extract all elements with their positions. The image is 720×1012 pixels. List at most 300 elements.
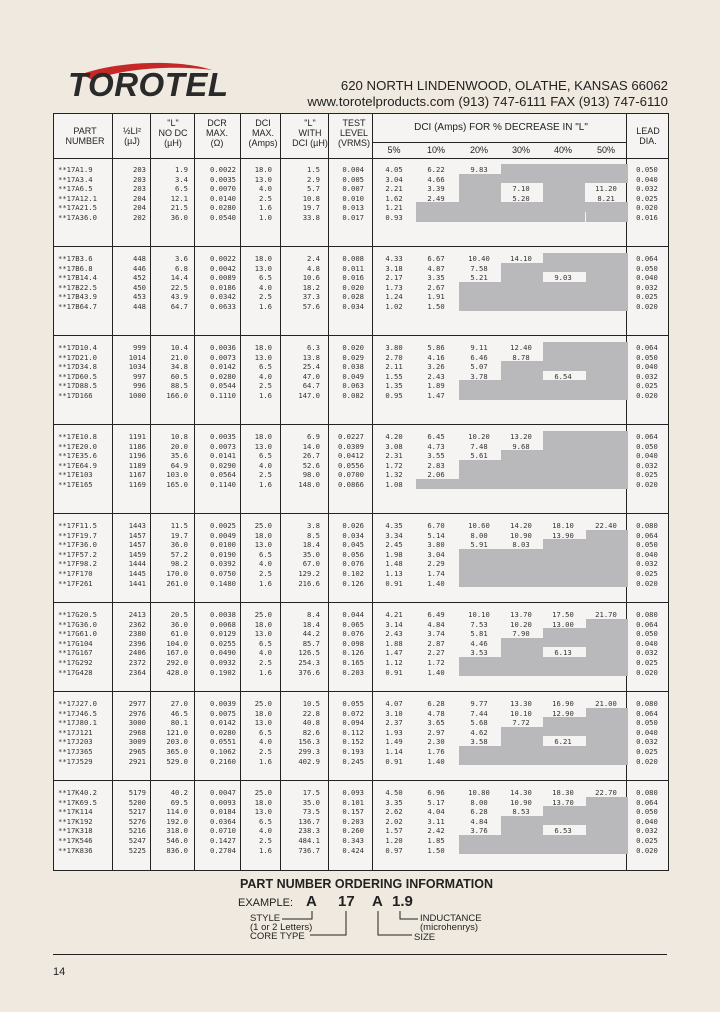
cell-part: **17F261 bbox=[58, 578, 93, 588]
header-rule bbox=[54, 158, 668, 159]
cell-lnodc: 21.5 bbox=[170, 203, 188, 213]
cell-test: 0.044 bbox=[342, 610, 364, 619]
cell-part: **17D10.4 bbox=[58, 343, 97, 352]
cell-test: 0.152 bbox=[342, 737, 364, 747]
cell-test: 0.063 bbox=[342, 381, 364, 391]
table-row bbox=[54, 699, 668, 709]
cell-p20: 10.20 bbox=[468, 432, 490, 441]
cell-p30: 14.30 bbox=[510, 788, 532, 797]
cell-lwith: 35.0 bbox=[302, 549, 320, 559]
cell-dcr: 0.0184 bbox=[210, 807, 236, 817]
cell-li2: 203 bbox=[133, 165, 146, 174]
cell-lead: 0.040 bbox=[636, 451, 658, 461]
cell-p10: 3.04 bbox=[427, 549, 445, 559]
cell-test: 0.049 bbox=[342, 371, 364, 381]
cell-li2: 996 bbox=[133, 381, 146, 391]
cell-li2: 204 bbox=[133, 193, 146, 203]
cell-p5: 3.80 bbox=[385, 343, 403, 352]
cell-test: 0.0309 bbox=[338, 441, 364, 451]
cell-part: **17A21.5 bbox=[58, 203, 97, 213]
cell-p10: 4.16 bbox=[427, 352, 445, 362]
group-divider bbox=[54, 780, 668, 781]
shaded-cell bbox=[543, 342, 628, 352]
group-divider bbox=[54, 335, 668, 336]
shaded-cell bbox=[459, 578, 628, 588]
column-divider bbox=[280, 114, 281, 870]
cell-dcr: 0.0100 bbox=[210, 540, 236, 550]
cell-li2: 997 bbox=[133, 371, 146, 381]
cell-p30: 10.10 bbox=[510, 708, 532, 718]
shaded-cell bbox=[459, 183, 501, 193]
cell-dcr: 0.0068 bbox=[210, 619, 236, 629]
cell-part: **17E64.9 bbox=[58, 460, 97, 470]
inductance-unit: (microhenrys) bbox=[420, 922, 479, 933]
cell-part: **17J27.0 bbox=[58, 699, 97, 708]
cell-lnodc: 14.4 bbox=[170, 273, 188, 283]
shaded-cell bbox=[586, 825, 628, 835]
header-pct-40: 40% bbox=[553, 145, 572, 155]
cell-lead: 0.020 bbox=[636, 845, 658, 855]
cell-p5: 2.45 bbox=[385, 540, 403, 550]
cell-dci: 13.0 bbox=[254, 807, 272, 817]
cell-p20: 7.44 bbox=[470, 708, 488, 718]
cell-lnodc: 192.0 bbox=[166, 816, 188, 826]
cell-part: **17D34.8 bbox=[58, 362, 97, 372]
shaded-cell bbox=[459, 667, 628, 677]
cell-p10: 1.40 bbox=[427, 667, 445, 677]
cell-dci: 4.0 bbox=[259, 648, 272, 658]
cell-p20: 9.77 bbox=[470, 699, 488, 708]
cell-p5: 3.35 bbox=[385, 797, 403, 807]
cell-dcr: 0.0142 bbox=[210, 718, 236, 728]
cell-lead: 0.032 bbox=[636, 559, 658, 569]
cell-p20: 9.11 bbox=[470, 343, 488, 352]
cell-p5: 2.21 bbox=[385, 184, 403, 194]
cell-p50: 22.40 bbox=[595, 521, 617, 530]
cell-dcr: 0.0186 bbox=[210, 282, 236, 292]
cell-part: **17B3.6 bbox=[58, 254, 93, 263]
cell-li2: 1445 bbox=[128, 569, 146, 578]
cell-dci: 2.5 bbox=[259, 836, 272, 845]
cell-dci: 13.0 bbox=[254, 540, 272, 550]
cell-lnodc: 98.2 bbox=[170, 559, 188, 569]
cell-part: **17F98.2 bbox=[58, 559, 97, 569]
cell-test: 0.112 bbox=[342, 727, 364, 737]
cell-li2: 446 bbox=[133, 263, 146, 273]
cell-p5: 2.43 bbox=[385, 629, 403, 639]
cell-lead: 0.064 bbox=[636, 343, 658, 352]
cell-lwith: 85.7 bbox=[302, 638, 320, 648]
cell-dcr: 0.0035 bbox=[210, 174, 236, 184]
cell-part: **17E103 bbox=[58, 470, 93, 480]
cell-lwith: 35.0 bbox=[302, 797, 320, 807]
cell-li2: 1443 bbox=[128, 521, 146, 530]
cell-dcr: 0.1427 bbox=[210, 836, 236, 845]
inductance-label: INDUCTANCE bbox=[420, 913, 482, 924]
cell-test: 0.165 bbox=[342, 658, 364, 667]
cell-p10: 2.83 bbox=[427, 460, 445, 470]
cell-li2: 450 bbox=[133, 282, 146, 292]
cell-p10: 2.49 bbox=[427, 193, 445, 203]
cell-lwith: 64.7 bbox=[302, 381, 320, 391]
cell-lead: 0.064 bbox=[636, 254, 658, 263]
cell-p30: 10.20 bbox=[510, 619, 532, 629]
cell-lnodc: 121.0 bbox=[166, 727, 188, 737]
cell-test: 0.101 bbox=[342, 797, 364, 807]
cell-lwith: 8.5 bbox=[307, 530, 320, 540]
cell-p10: 3.74 bbox=[427, 629, 445, 639]
cell-p10: 1.91 bbox=[427, 292, 445, 302]
cell-lwith: 13.8 bbox=[302, 352, 320, 362]
header-pct-50: 50% bbox=[596, 145, 615, 155]
cell-dci: 6.5 bbox=[259, 273, 272, 283]
cell-p50: 21.00 bbox=[595, 699, 617, 708]
shaded-cell bbox=[543, 431, 628, 441]
cell-li2: 452 bbox=[133, 273, 146, 283]
cell-lead: 0.025 bbox=[636, 381, 658, 391]
cell-p40: 13.70 bbox=[552, 797, 574, 807]
cell-lead: 0.032 bbox=[636, 184, 658, 194]
cell-test: 0.0556 bbox=[338, 460, 364, 470]
shaded-cell bbox=[586, 708, 628, 718]
cell-lwith: 26.7 bbox=[302, 451, 320, 461]
column-divider bbox=[194, 114, 195, 870]
cell-p5: 1.88 bbox=[385, 638, 403, 648]
cell-lead: 0.040 bbox=[636, 727, 658, 737]
cell-dcr: 0.0022 bbox=[210, 254, 236, 263]
cell-lead: 0.032 bbox=[636, 371, 658, 381]
cell-lwith: 10.5 bbox=[302, 699, 320, 708]
cell-p5: 4.35 bbox=[385, 521, 403, 530]
cell-dcr: 0.0392 bbox=[210, 559, 236, 569]
cell-dcr: 0.2160 bbox=[210, 756, 236, 766]
cell-test: 0.203 bbox=[342, 667, 364, 677]
cell-lead: 0.080 bbox=[636, 521, 658, 530]
cell-part: **17A6.5 bbox=[58, 184, 93, 194]
cell-li2: 5216 bbox=[128, 826, 146, 836]
cell-p40: 9.03 bbox=[554, 273, 572, 283]
cell-test: 0.424 bbox=[342, 845, 364, 855]
header-pct-5: 5% bbox=[387, 145, 401, 155]
cell-p10: 3.11 bbox=[427, 816, 445, 826]
cell-lnodc: 103.0 bbox=[166, 470, 188, 480]
cell-dci: 13.0 bbox=[254, 441, 272, 451]
cell-lwith: 238.3 bbox=[298, 826, 320, 836]
cell-dcr: 0.0564 bbox=[210, 470, 236, 480]
header-dcr: DCR MAX. (Ω) bbox=[205, 118, 228, 148]
cell-p30: 13.20 bbox=[510, 432, 532, 441]
cell-lead: 0.080 bbox=[636, 788, 658, 797]
cell-li2: 5200 bbox=[128, 797, 146, 807]
cell-lwith: 6.3 bbox=[307, 343, 320, 352]
cell-dcr: 0.1480 bbox=[210, 578, 236, 588]
cell-p5: 2.37 bbox=[385, 718, 403, 728]
cell-lnodc: 36.0 bbox=[170, 540, 188, 550]
cell-dcr: 0.0255 bbox=[210, 638, 236, 648]
cell-p10: 6.28 bbox=[427, 699, 445, 708]
shaded-cell bbox=[543, 193, 585, 203]
cell-p5: 1.73 bbox=[385, 282, 403, 292]
cell-p30: 7.72 bbox=[512, 718, 530, 728]
shaded-cell bbox=[459, 469, 628, 479]
cell-test: 0.045 bbox=[342, 540, 364, 550]
cell-p10: 1.47 bbox=[427, 391, 445, 400]
cell-part: **17K192 bbox=[58, 816, 93, 826]
inductor-spec-table bbox=[53, 113, 669, 871]
example-label: EXAMPLE: bbox=[238, 897, 294, 909]
cell-p10: 1.40 bbox=[427, 578, 445, 588]
group-divider bbox=[54, 513, 668, 514]
cell-lead: 0.025 bbox=[636, 569, 658, 578]
cell-part: **17D88.5 bbox=[58, 381, 97, 391]
cell-test: 0.093 bbox=[342, 788, 364, 797]
cell-lead: 0.020 bbox=[636, 480, 658, 489]
cell-dci: 2.5 bbox=[259, 470, 272, 480]
core-type-label: CORE TYPE bbox=[250, 931, 305, 942]
cell-lnodc: 11.5 bbox=[170, 521, 188, 530]
cell-dci: 1.6 bbox=[259, 845, 272, 855]
cell-dci: 18.0 bbox=[254, 432, 272, 441]
cell-lnodc: 428.0 bbox=[166, 667, 188, 677]
header-part-number: PART NUMBER bbox=[65, 126, 105, 146]
shaded-cell bbox=[501, 727, 628, 737]
cell-lwith: 10.8 bbox=[302, 193, 320, 203]
cell-dcr: 0.0025 bbox=[210, 521, 236, 530]
cell-dcr: 0.0551 bbox=[210, 737, 236, 747]
cell-dci: 4.0 bbox=[259, 371, 272, 381]
cell-dci: 4.0 bbox=[259, 737, 272, 747]
cell-lnodc: 22.5 bbox=[170, 282, 188, 292]
cell-part: **17K318 bbox=[58, 826, 93, 836]
cell-lnodc: 35.6 bbox=[170, 451, 188, 461]
cell-p5: 1.55 bbox=[385, 371, 403, 381]
cell-dci: 1.0 bbox=[259, 213, 272, 222]
cell-test: 0.343 bbox=[342, 836, 364, 845]
cell-p20: 5.21 bbox=[470, 273, 488, 283]
cell-lwith: 33.8 bbox=[302, 213, 320, 222]
cell-p50: 8.21 bbox=[597, 193, 615, 203]
cell-lead: 0.040 bbox=[636, 273, 658, 283]
cell-part: **17G104 bbox=[58, 638, 93, 648]
cell-test: 0.193 bbox=[342, 747, 364, 756]
cell-p5: 1.35 bbox=[385, 381, 403, 391]
header-lead-dia: LEAD DIA. bbox=[636, 126, 660, 146]
cell-p10: 1.85 bbox=[427, 836, 445, 845]
cell-p40: 16.90 bbox=[552, 699, 574, 708]
header-l-no-dc: "L" NO DC (µH) bbox=[158, 118, 188, 148]
cell-dci: 4.0 bbox=[259, 282, 272, 292]
cell-p50: 21.70 bbox=[595, 610, 617, 619]
header-pct-20: 20% bbox=[469, 145, 488, 155]
cell-lead: 0.080 bbox=[636, 610, 658, 619]
header-dci-group: DCI (Amps) FOR % DECREASE IN "L" bbox=[414, 122, 588, 133]
cell-li2: 2380 bbox=[128, 629, 146, 639]
cell-lnodc: 60.5 bbox=[170, 371, 188, 381]
cell-lead: 0.050 bbox=[636, 352, 658, 362]
cell-dcr: 0.0544 bbox=[210, 381, 236, 391]
cell-lead: 0.064 bbox=[636, 432, 658, 441]
cell-lnodc: 114.0 bbox=[166, 807, 188, 817]
cell-lnodc: 318.0 bbox=[166, 826, 188, 836]
cell-test: 0.0412 bbox=[338, 451, 364, 461]
cell-lead: 0.025 bbox=[636, 292, 658, 302]
cell-test: 0.072 bbox=[342, 708, 364, 718]
cell-lnodc: 20.0 bbox=[170, 441, 188, 451]
cell-lead: 0.064 bbox=[636, 619, 658, 629]
cell-lnodc: 10.8 bbox=[170, 432, 188, 441]
cell-part: **17E10.8 bbox=[58, 432, 97, 441]
cell-part: **17K836 bbox=[58, 845, 93, 855]
column-divider bbox=[112, 114, 113, 870]
cell-lnodc: 3.4 bbox=[175, 174, 188, 184]
shaded-cell bbox=[543, 558, 628, 568]
header-dci-max: DCI MAX. (Amps) bbox=[248, 118, 278, 148]
cell-lnodc: 261.0 bbox=[166, 578, 188, 588]
cell-dci: 25.0 bbox=[254, 610, 272, 619]
ordering-title: PART NUMBER ORDERING INFORMATION bbox=[240, 877, 493, 891]
cell-dcr: 0.0633 bbox=[210, 302, 236, 311]
cell-p30: 10.90 bbox=[510, 797, 532, 807]
cell-test: 0.038 bbox=[342, 362, 364, 372]
shaded-cell bbox=[501, 816, 628, 826]
cell-test: 0.007 bbox=[342, 184, 364, 194]
cell-lwith: 25.4 bbox=[302, 362, 320, 372]
cell-part: **17J365 bbox=[58, 747, 93, 756]
cell-p10: 2.87 bbox=[427, 638, 445, 648]
cell-lwith: 299.3 bbox=[298, 747, 320, 756]
shaded-cell bbox=[586, 736, 628, 746]
cell-test: 0.0700 bbox=[338, 470, 364, 480]
cell-lnodc: 165.0 bbox=[166, 480, 188, 489]
cell-lnodc: 365.0 bbox=[166, 747, 188, 756]
cell-lnodc: 36.0 bbox=[170, 619, 188, 629]
torotel-logo bbox=[62, 62, 229, 112]
cell-li2: 5276 bbox=[128, 816, 146, 826]
cell-lwith: 2.9 bbox=[307, 174, 320, 184]
cell-dcr: 0.0342 bbox=[210, 292, 236, 302]
cell-p10: 3.65 bbox=[427, 718, 445, 728]
cell-p40: 6.13 bbox=[554, 648, 572, 658]
cell-lead: 0.050 bbox=[636, 718, 658, 728]
cell-p30: 5.20 bbox=[512, 193, 530, 203]
cell-lead: 0.025 bbox=[636, 470, 658, 480]
cell-li2: 1457 bbox=[128, 530, 146, 540]
cell-p10: 2.27 bbox=[427, 648, 445, 658]
cell-p5: 1.62 bbox=[385, 193, 403, 203]
cell-part: **17G36.0 bbox=[58, 619, 97, 629]
cell-p20: 4.84 bbox=[470, 816, 488, 826]
cell-p5: 4.33 bbox=[385, 254, 403, 263]
shaded-cell bbox=[543, 301, 628, 311]
cell-lnodc: 170.0 bbox=[166, 569, 188, 578]
cell-dci: 25.0 bbox=[254, 699, 272, 708]
cell-dci: 13.0 bbox=[254, 629, 272, 639]
cell-lead: 0.020 bbox=[636, 667, 658, 677]
cell-lead: 0.050 bbox=[636, 441, 658, 451]
header-li2: ½LI² (µJ) bbox=[122, 126, 141, 146]
cell-dci: 6.5 bbox=[259, 549, 272, 559]
cell-li2: 5179 bbox=[128, 788, 146, 797]
cell-p40: 18.10 bbox=[552, 521, 574, 530]
cell-li2: 1459 bbox=[128, 549, 146, 559]
cell-li2: 2921 bbox=[128, 756, 146, 766]
cell-part: **17G428 bbox=[58, 667, 93, 677]
cell-dci: 25.0 bbox=[254, 521, 272, 530]
cell-p5: 4.07 bbox=[385, 699, 403, 708]
cell-dcr: 0.0364 bbox=[210, 816, 236, 826]
cell-p10: 4.78 bbox=[427, 708, 445, 718]
address-line-2: www.torotelproducts.com (913) 747-6111 FAX (913) 747-6110 bbox=[307, 94, 668, 109]
cell-p20: 6.46 bbox=[470, 352, 488, 362]
cell-p5: 0.91 bbox=[385, 667, 403, 677]
cell-p10: 1.74 bbox=[427, 569, 445, 578]
cell-dcr: 0.0290 bbox=[210, 460, 236, 470]
cell-lead: 0.020 bbox=[636, 203, 658, 213]
cell-lead: 0.040 bbox=[636, 174, 658, 184]
cell-lwith: 37.3 bbox=[302, 292, 320, 302]
cell-lnodc: 21.0 bbox=[170, 352, 188, 362]
cell-lwith: 148.0 bbox=[298, 480, 320, 489]
cell-dcr: 0.0070 bbox=[210, 184, 236, 194]
table-row bbox=[54, 610, 668, 620]
cell-dci: 25.0 bbox=[254, 788, 272, 797]
cell-p5: 0.91 bbox=[385, 578, 403, 588]
cell-lnodc: 529.0 bbox=[166, 756, 188, 766]
group-divider bbox=[54, 602, 668, 603]
shaded-cell bbox=[586, 272, 628, 282]
cell-p10: 4.84 bbox=[427, 619, 445, 629]
cell-lnodc: 27.0 bbox=[170, 699, 188, 708]
cell-lead: 0.040 bbox=[636, 816, 658, 826]
cell-lead: 0.050 bbox=[636, 263, 658, 273]
cell-lnodc: 34.8 bbox=[170, 362, 188, 372]
shaded-cell bbox=[543, 628, 628, 638]
cell-li2: 2413 bbox=[128, 610, 146, 619]
cell-lead: 0.025 bbox=[636, 658, 658, 667]
cell-p10: 2.42 bbox=[427, 826, 445, 836]
cell-dci: 6.5 bbox=[259, 816, 272, 826]
cell-dci: 2.5 bbox=[259, 193, 272, 203]
cell-part: **17F11.5 bbox=[58, 521, 97, 530]
cell-dcr: 0.0049 bbox=[210, 530, 236, 540]
shaded-cell bbox=[543, 291, 628, 301]
cell-li2: 2364 bbox=[128, 667, 146, 677]
cell-lwith: 17.5 bbox=[302, 788, 320, 797]
cell-p5: 4.50 bbox=[385, 788, 403, 797]
cell-p5: 1.47 bbox=[385, 648, 403, 658]
cell-lnodc: 46.5 bbox=[170, 708, 188, 718]
cell-p5: 1.57 bbox=[385, 826, 403, 836]
shaded-cell bbox=[416, 202, 628, 212]
shaded-cell bbox=[459, 282, 628, 292]
cell-part: **17G167 bbox=[58, 648, 93, 658]
cell-lnodc: 61.0 bbox=[170, 629, 188, 639]
shaded-cell bbox=[416, 479, 628, 489]
header-pct-10: 10% bbox=[426, 145, 445, 155]
shaded-cell bbox=[586, 212, 628, 222]
cell-p20: 6.28 bbox=[470, 807, 488, 817]
cell-p20: 3.58 bbox=[470, 737, 488, 747]
cell-lnodc: 203.0 bbox=[166, 737, 188, 747]
cell-lwith: 216.6 bbox=[298, 578, 320, 588]
cell-part: **17J121 bbox=[58, 727, 93, 737]
cell-p5: 1.02 bbox=[385, 302, 403, 311]
cell-p30: 12.40 bbox=[510, 343, 532, 352]
cell-lwith: 2.4 bbox=[307, 254, 320, 263]
cell-dcr: 0.0047 bbox=[210, 788, 236, 797]
column-divider bbox=[372, 114, 373, 870]
cell-test: 0.102 bbox=[342, 569, 364, 578]
